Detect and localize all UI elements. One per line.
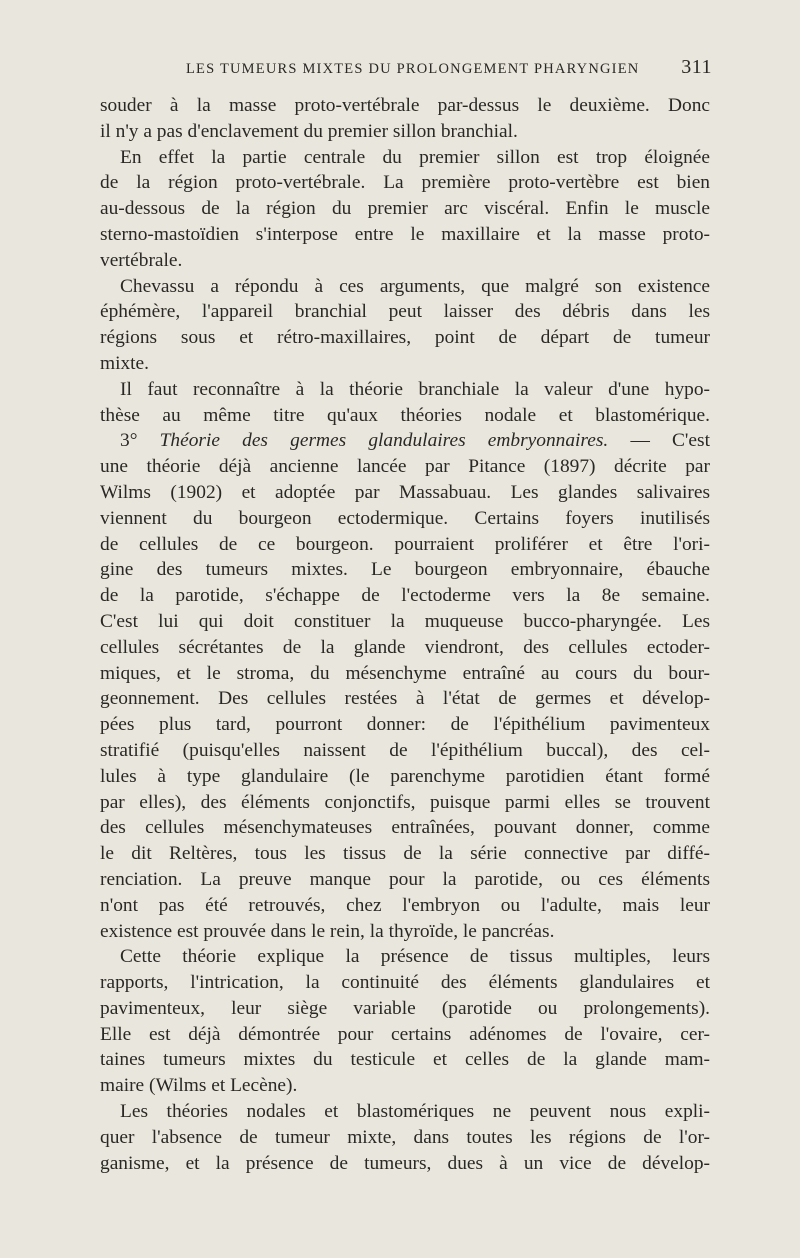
text-line: éphémère, l'appareil branchial peut laisser des débris dans les xyxy=(100,301,710,323)
text-line: il n'y a pas d'enclavement du premier sillon branchial. xyxy=(100,120,518,142)
running-head-title: LES TUMEURS MIXTES DU PROLONGEMENT PHARYNGIEN xyxy=(186,61,640,77)
text-line: C'est lui qui doit constituer la muqueuse bucco-pharyngée. Les xyxy=(100,610,710,632)
text-line: thèse au même titre qu'aux théories nodale et blastomérique. xyxy=(100,404,710,426)
text-line: quer l'absence de tumeur mixte, dans toutes les régions de l'or- xyxy=(100,1126,710,1148)
text-line: sterno-mastoïdien s'interpose entre le maxillaire et la masse proto- xyxy=(100,223,710,245)
running-head xyxy=(186,56,712,80)
text-line: geonnement. Des cellules restées à l'état de germes et dévelop- xyxy=(100,688,710,710)
text-line: existence est prouvée dans le rein, la thyroïde, le pancréas. xyxy=(100,920,555,942)
text-line: une théorie déjà ancienne lancée par Pitance (1897) décrite par xyxy=(100,456,710,478)
text-line: Il faut reconnaître à la théorie branchiale la valeur d'une hypo- xyxy=(120,378,710,400)
text-line: de la parotide, s'échappe de l'ectoderme vers la 8e semaine. xyxy=(100,585,710,607)
text-line: n'ont pas été retrouvés, chez l'embryon ou l'adulte, mais leur xyxy=(100,894,710,916)
text-line: lules à type glandulaire (le parenchyme parotidien étant formé xyxy=(100,765,710,787)
text-line: pées plus tard, pourront donner: de l'épithélium pavimenteux xyxy=(100,714,710,736)
text-line: maire (Wilms et Lecène). xyxy=(100,1075,298,1097)
text-line: régions sous et rétro-maxillaires, point de départ de tumeur xyxy=(100,327,710,349)
text-line: stratifié (puisqu'elles naissent de l'épithélium buccal), des cel- xyxy=(100,739,710,761)
text-line: souder à la masse proto-vertébrale par-dessus le deuxième. Donc xyxy=(100,95,710,116)
text-line: renciation. La preuve manque pour la parotide, ou ces éléments xyxy=(100,868,710,890)
text-line: de la région proto-vertébrale. La première proto-vertèbre est bien xyxy=(100,172,710,194)
text-line: de cellules de ce bourgeon. pourraient proliférer et être l'ori- xyxy=(100,533,710,555)
text-line: ganisme, et la présence de tumeurs, dues à un vice de dévelop- xyxy=(100,1152,710,1174)
text-line: En effet la partie centrale du premier sillon est trop éloignée xyxy=(120,146,710,168)
text-line: viennent du bourgeon ectodermique. Certains foyers inutilisés xyxy=(100,507,710,529)
text-line: Elle est déjà démontrée pour certains adénomes de l'ovaire, cer- xyxy=(100,1023,710,1045)
text-line: gine des tumeurs mixtes. Le bourgeon embryonnaire, ébauche xyxy=(100,559,710,581)
text-line: Cette théorie explique la présence de tissus multiples, leurs xyxy=(120,946,710,968)
text-fragment: 3° xyxy=(120,430,160,452)
text-line: taines tumeurs mixtes du testicule et celles de la glande mam- xyxy=(100,1049,710,1071)
text-line: des cellules mésenchymateuses entraînées, pouvant donner, comme xyxy=(100,817,710,839)
text-line: cellules sécrétantes de la glande viendront, des cellules ectoder- xyxy=(100,636,710,658)
text-line: par elles), des éléments conjonctifs, puisque parmi elles se trouvent xyxy=(100,791,710,813)
text-fragment: — C'est xyxy=(608,430,710,452)
text-line: au-dessous de la région du premier arc viscéral. Enfin le muscle xyxy=(100,198,710,220)
body-text xyxy=(100,93,710,1176)
text-line: Chevassu a répondu à ces arguments, que malgré son existence xyxy=(120,275,710,297)
text-line: Les théories nodales et blastomériques ne peuvent nous expli- xyxy=(120,1101,710,1123)
text-line xyxy=(100,428,710,454)
text-line: pavimenteux, leur siège variable (parotide ou prolongements). xyxy=(100,997,710,1019)
text-line: miques, et le stroma, du mésenchyme entraîné au cours du bour- xyxy=(100,662,710,684)
text-line: rapports, l'intrication, la continuité des éléments glandulaires et xyxy=(100,972,710,994)
text-line: vertébrale. xyxy=(100,249,183,271)
text-line: Wilms (1902) et adoptée par Massabuau. Les glandes salivaires xyxy=(100,481,710,503)
page-number: 311 xyxy=(681,56,712,78)
text-line: mixte. xyxy=(100,352,150,374)
text-line: le dit Reltères, tous les tissus de la série connective par diffé- xyxy=(100,843,710,865)
section-heading-italic: Théorie des germes glandulaires embryonnaires. xyxy=(159,430,609,452)
